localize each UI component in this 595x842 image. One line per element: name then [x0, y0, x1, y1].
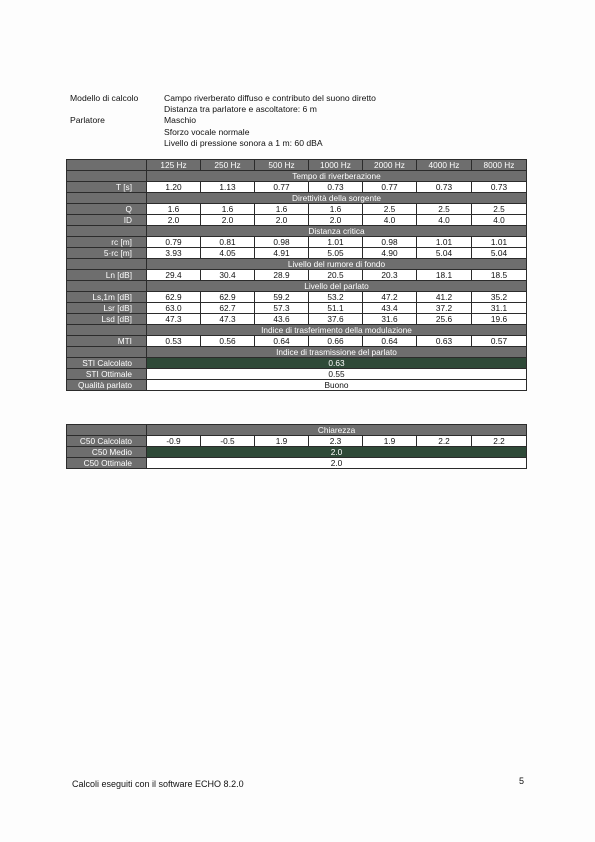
speaker-label: Parlatore	[70, 115, 105, 126]
row-label: MTI	[67, 336, 147, 347]
value-cell: 62.9	[201, 292, 255, 303]
value-cell: 18.5	[472, 270, 527, 281]
value-cell: -0.9	[147, 436, 201, 447]
section-title: Direttività della sorgente	[147, 193, 527, 204]
row-label: 5·rc [m]	[67, 248, 147, 259]
calc-header	[70, 93, 376, 149]
corner-cell	[67, 425, 147, 436]
value-cell: 2.3	[309, 436, 363, 447]
value-cell: 51.1	[309, 303, 363, 314]
row-label: STI Calcolato	[67, 358, 147, 369]
value-cell: 19.6	[472, 314, 527, 325]
value-cell: 2.2	[472, 436, 527, 447]
value-cell: 28.9	[255, 270, 309, 281]
frequency-header: 500 Hz	[255, 160, 309, 171]
value-cell: 47.3	[201, 314, 255, 325]
value-cell: 35.2	[472, 292, 527, 303]
value-cell: 0.73	[472, 182, 527, 193]
c50-optimal-value: 2.0	[147, 458, 527, 469]
row-label: C50 Medio	[67, 447, 147, 458]
value-cell: 4.0	[363, 215, 417, 226]
value-cell: 2.0	[147, 215, 201, 226]
summary-value: 0.63	[147, 358, 527, 369]
value-cell: 1.6	[147, 204, 201, 215]
table-row	[67, 248, 527, 259]
table-row	[67, 336, 527, 347]
value-cell: 0.73	[417, 182, 472, 193]
value-cell: 0.73	[309, 182, 363, 193]
value-cell: 1.6	[309, 204, 363, 215]
row-label: T [s]	[67, 182, 147, 193]
section-title: Indice di trasmissione del parlato	[147, 347, 527, 358]
value-cell: 37.6	[309, 314, 363, 325]
value-cell: 41.2	[417, 292, 472, 303]
value-cell: 2.5	[363, 204, 417, 215]
value-cell: 0.64	[363, 336, 417, 347]
value-cell: 0.66	[309, 336, 363, 347]
value-cell: 5.04	[472, 248, 527, 259]
value-cell: 4.0	[417, 215, 472, 226]
value-cell: 62.9	[147, 292, 201, 303]
table-row	[67, 215, 527, 226]
value-cell: 1.6	[201, 204, 255, 215]
value-cell: 53.2	[309, 292, 363, 303]
value-cell: 1.9	[255, 436, 309, 447]
value-cell: 2.5	[472, 204, 527, 215]
value-cell: -0.5	[201, 436, 255, 447]
value-cell: 5.05	[309, 248, 363, 259]
value-cell: 1.01	[417, 237, 472, 248]
value-cell: 0.64	[255, 336, 309, 347]
corner-cell	[67, 325, 147, 336]
summary-row	[67, 380, 527, 391]
value-cell: 2.2	[417, 436, 472, 447]
value-cell: 2.0	[255, 215, 309, 226]
frequency-header: 2000 Hz	[363, 160, 417, 171]
value-cell: 1.9	[363, 436, 417, 447]
value-cell: 31.6	[363, 314, 417, 325]
value-cell: 62.7	[201, 303, 255, 314]
row-label: C50 Calcolato	[67, 436, 147, 447]
value-cell: 1.01	[309, 237, 363, 248]
value-cell: 25.6	[417, 314, 472, 325]
section-title: Livello del parlato	[147, 281, 527, 292]
row-label: C50 Ottimale	[67, 458, 147, 469]
summary-row	[67, 369, 527, 380]
row-label: Qualità parlato	[67, 380, 147, 391]
corner-cell	[67, 347, 147, 358]
value-cell: 20.3	[363, 270, 417, 281]
frequency-header: 1000 Hz	[309, 160, 363, 171]
footer-text: Calcoli eseguiti con il software ECHO 8.2.0	[72, 779, 244, 789]
row-label: Q	[67, 204, 147, 215]
value-cell: 18.1	[417, 270, 472, 281]
value-cell: 0.81	[201, 237, 255, 248]
corner-cell	[67, 226, 147, 237]
value-cell: 0.77	[363, 182, 417, 193]
value-cell: 20.5	[309, 270, 363, 281]
table-row	[67, 270, 527, 281]
corner-cell	[67, 160, 147, 171]
value-cell: 0.98	[363, 237, 417, 248]
value-cell: 1.20	[147, 182, 201, 193]
clarity-table	[66, 424, 527, 469]
summary-value: 0.55	[147, 369, 527, 380]
value-cell: 43.4	[363, 303, 417, 314]
row-label: Lsd [dB]	[67, 314, 147, 325]
value-cell: 2.5	[417, 204, 472, 215]
value-cell: 57.3	[255, 303, 309, 314]
value-cell: 37.2	[417, 303, 472, 314]
corner-cell	[67, 171, 147, 182]
value-cell: 0.63	[417, 336, 472, 347]
speaker-line: Maschio	[164, 115, 196, 126]
row-label: ID	[67, 215, 147, 226]
summary-value: Buono	[147, 380, 527, 391]
table-row	[67, 237, 527, 248]
value-cell: 0.98	[255, 237, 309, 248]
value-cell: 63.0	[147, 303, 201, 314]
table-row	[67, 182, 527, 193]
summary-row	[67, 358, 527, 369]
value-cell: 43.6	[255, 314, 309, 325]
row-label: Ls,1m [dB]	[67, 292, 147, 303]
value-cell: 29.4	[147, 270, 201, 281]
value-cell: 3.93	[147, 248, 201, 259]
section-title: Livello del rumore di fondo	[147, 259, 527, 270]
value-cell: 1.01	[472, 237, 527, 248]
value-cell: 2.0	[201, 215, 255, 226]
value-cell: 0.77	[255, 182, 309, 193]
table-row	[67, 314, 527, 325]
value-cell: 30.4	[201, 270, 255, 281]
c50-mean-value: 2.0	[147, 447, 527, 458]
value-cell: 1.13	[201, 182, 255, 193]
model-label: Modello di calcolo	[70, 93, 139, 103]
value-cell: 0.79	[147, 237, 201, 248]
results-table	[66, 159, 527, 391]
speaker-line: Livello di pressione sonora a 1 m: 60 dBA	[164, 137, 323, 148]
value-cell: 47.2	[363, 292, 417, 303]
value-cell: 2.0	[309, 215, 363, 226]
frequency-header: 4000 Hz	[417, 160, 472, 171]
model-line: Distanza tra parlatore e ascoltatore: 6 m	[164, 104, 317, 115]
table-row	[67, 292, 527, 303]
value-cell: 4.91	[255, 248, 309, 259]
value-cell: 4.90	[363, 248, 417, 259]
section-title: Distanza critica	[147, 226, 527, 237]
corner-cell	[67, 281, 147, 292]
corner-cell	[67, 259, 147, 270]
value-cell: 59.2	[255, 292, 309, 303]
row-label: Ln [dB]	[67, 270, 147, 281]
model-line: Campo riverberato diffuso e contributo del suono diretto	[164, 93, 376, 103]
page-number: 5	[519, 776, 525, 786]
row-label: STI Ottimale	[67, 369, 147, 380]
row-label: rc [m]	[67, 237, 147, 248]
value-cell: 5.04	[417, 248, 472, 259]
frequency-header: 125 Hz	[147, 160, 201, 171]
section-title: Tempo di riverberazione	[147, 171, 527, 182]
section-title: Chiarezza	[147, 425, 527, 436]
section-title: Indice di trasferimento della modulazione	[147, 325, 527, 336]
value-cell: 31.1	[472, 303, 527, 314]
value-cell: 0.53	[147, 336, 201, 347]
speaker-line: Sforzo vocale normale	[164, 126, 250, 137]
value-cell: 1.6	[255, 204, 309, 215]
value-cell: 4.05	[201, 248, 255, 259]
value-cell: 47.3	[147, 314, 201, 325]
table-row	[67, 303, 527, 314]
value-cell: 0.56	[201, 336, 255, 347]
value-cell: 0.57	[472, 336, 527, 347]
row-label: Lsr [dB]	[67, 303, 147, 314]
corner-cell	[67, 193, 147, 204]
value-cell: 4.0	[472, 215, 527, 226]
table-row	[67, 204, 527, 215]
frequency-header: 250 Hz	[201, 160, 255, 171]
frequency-header: 8000 Hz	[472, 160, 527, 171]
